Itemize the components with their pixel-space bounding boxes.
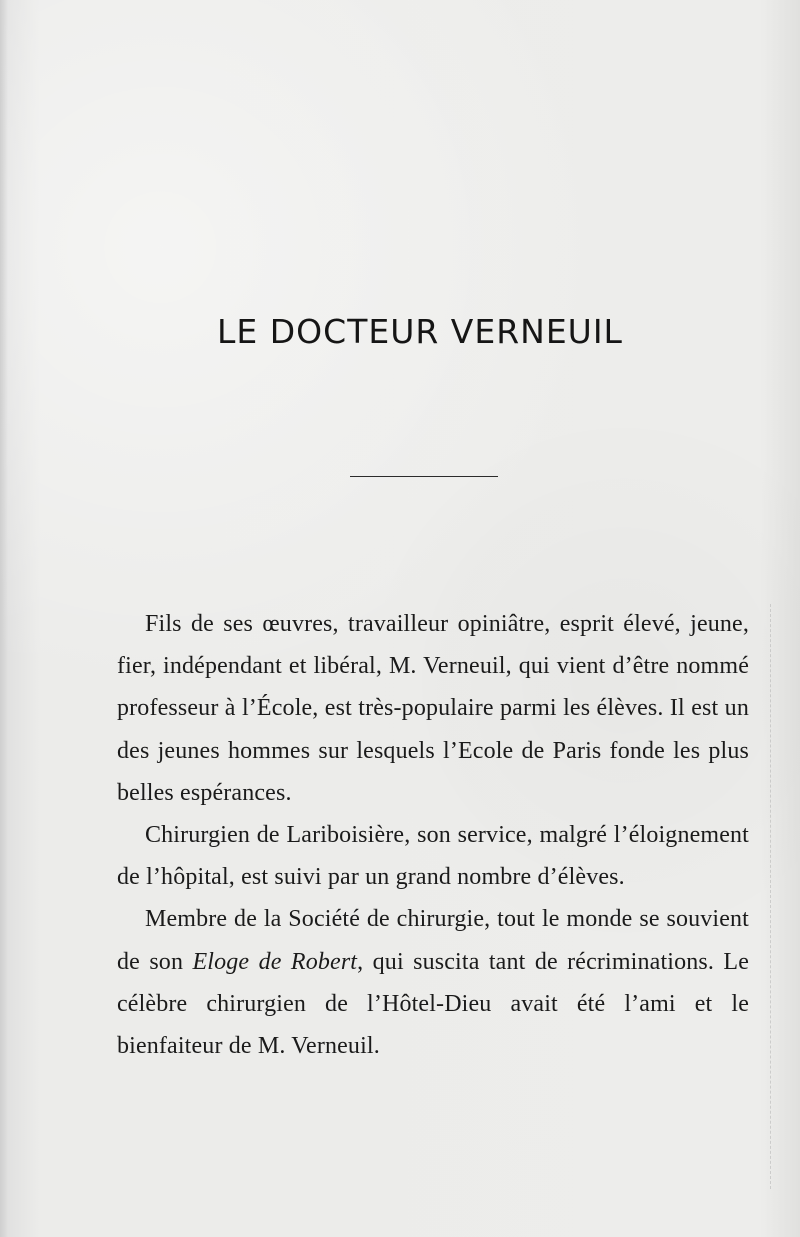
paragraph-2: Chirurgien de Lariboisière, son service, malgré l’éloignement de l’hôpital, est suivi par un grand nombre d’élèves. bbox=[117, 822, 749, 891]
page-fold-line bbox=[770, 604, 773, 1189]
paragraph-3 bbox=[117, 898, 749, 1067]
paragraph-3-italic: Eloge de Robert bbox=[192, 948, 358, 975]
paragraph-3-after: , qui suscita tant de récriminations. Le célèbre chirurgien de l’Hôtel-Dieu avait été l’ami et le bienfaiteur de M. Verneuil. bbox=[117, 948, 749, 1060]
title-rule bbox=[350, 476, 498, 477]
paragraph-3-before: Membre de la Société de chirurgie, tout le monde se souvient de son bbox=[117, 906, 749, 975]
page-edge bbox=[0, 0, 8, 1237]
page-title: LE DOCTEUR VERNEUIL bbox=[217, 312, 623, 351]
body-text bbox=[117, 603, 749, 1067]
paragraph-1: Fils de ses œuvres, travailleur opiniâtre, esprit élevé, jeune, fier, indépendant et libéral, M. Verneuil, qui vient d’être nommé professeur à l’École, est très-populaire parmi les élèves. Il est un des jeunes hommes sur lesquels l’Ecole de Paris fonde les plus belles espérances. bbox=[117, 611, 749, 806]
